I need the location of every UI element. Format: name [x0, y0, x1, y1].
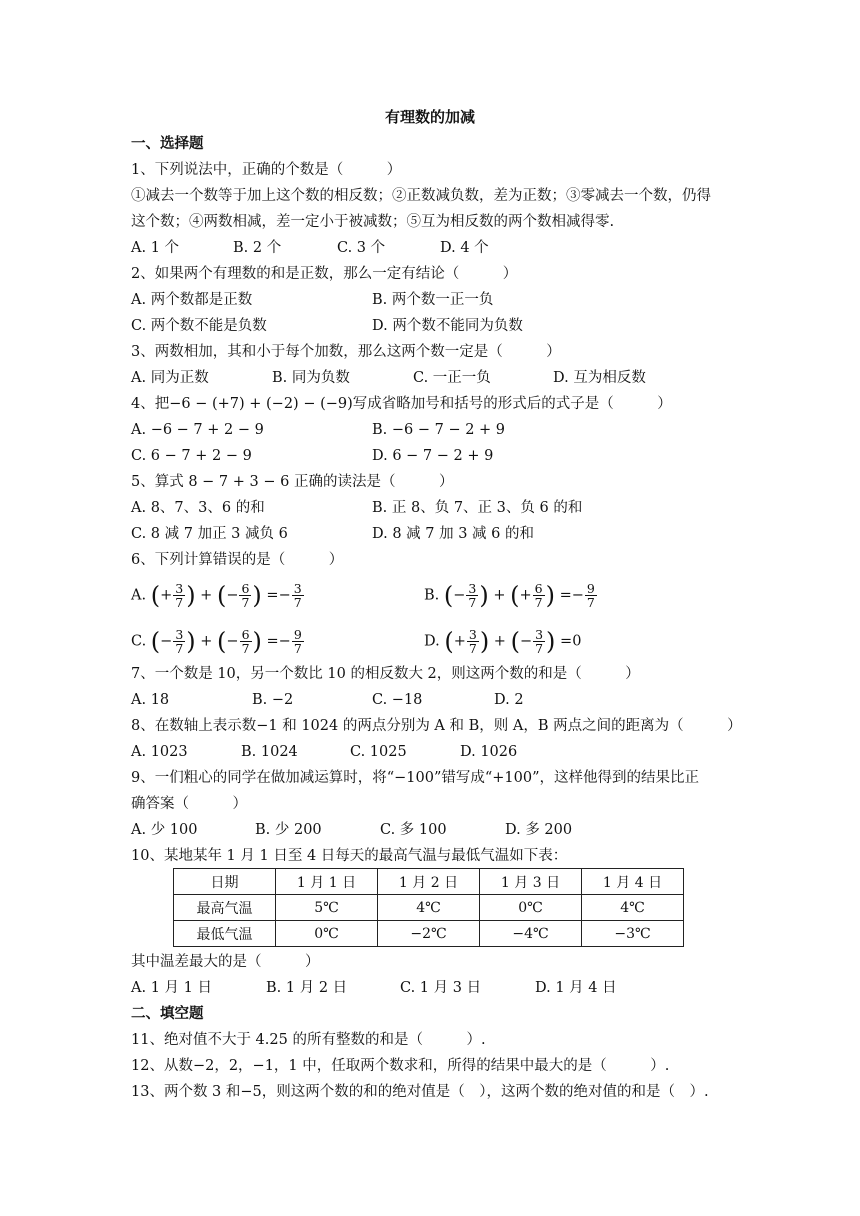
- question-1-option-c: C. 3 个: [337, 240, 386, 256]
- table-row: [174, 921, 684, 947]
- table-cell: −3℃: [582, 921, 684, 947]
- question-1-body-line2: 这个数；④两数相减，差一定小于被减数；⑤互为相反数的两个数相减得零.: [131, 214, 615, 230]
- question-1-option-a: A. 1 个: [131, 240, 180, 256]
- option-label: C.: [131, 633, 147, 650]
- question-10-option-b: B. 1 月 2 日: [266, 980, 348, 996]
- question-3-stem: 3、两数相加，其和小于每个加数，那么这两个数一定是（ ）: [131, 344, 561, 360]
- fraction: $\frac{3}{7}$: [468, 581, 477, 610]
- option-label: D.: [424, 633, 440, 650]
- table-cell: −4℃: [480, 921, 582, 947]
- question-3-option-a: A. 同为正数: [131, 370, 209, 386]
- question-10-after: 其中温差最大的是（ ）: [131, 954, 320, 970]
- question-4-option-d: D. 6 − 7 − 2 + 9: [372, 448, 494, 464]
- question-7-option-a: A. 18: [131, 692, 170, 708]
- question-10-stem: 10、某地某年 1 月 1 日至 4 日每天的最高气温与最低气温如下表：: [131, 848, 568, 864]
- temperature-table: [173, 868, 684, 947]
- fraction: $\frac{3}{7}$: [293, 581, 302, 610]
- table-cell: −2℃: [378, 921, 480, 947]
- question-3-option-c: C. 一正一负: [413, 370, 491, 386]
- question-8-stem: 8、在数轴上表示数−1 和 1024 的两点分别为 A 和 B，则 A，B 两点之间的距离为（ ）: [131, 718, 742, 734]
- table-row: [174, 869, 684, 895]
- question-2-option-c: C. 两个数不能是负数: [131, 318, 267, 334]
- question-6-option-a: A. (+ $\frac{3}{7}$ ) + (− $\frac{6}{7}$ ) =− $\frac{3}{7}$: [131, 581, 302, 610]
- table-cell: 4℃: [378, 895, 480, 921]
- fraction: $\frac{3}{7}$: [468, 627, 477, 656]
- fraction: $\frac{3}{7}$: [175, 627, 184, 656]
- page-title: 有理数的加减: [384, 108, 475, 126]
- question-2-stem: 2、如果两个有理数的和是正数，那么一定有结论（ ）: [131, 266, 518, 282]
- table-header-cell: 1 月 4 日: [582, 869, 684, 895]
- question-1-body-line1: ①减去一个数等于加上这个数的相反数；②正数减负数，差为正数；③零减去一个数，仍得: [131, 188, 711, 204]
- question-5-option-b: B. 正 8、负 7、正 3、负 6 的和: [372, 500, 583, 516]
- question-4-stem: 4、把−6 − (+7) + (−2) − (−9)写成省略加号和括号的形式后的式子是（ ）: [131, 396, 672, 412]
- table-cell: 4℃: [582, 895, 684, 921]
- question-10-option-a: A. 1 月 1 日: [131, 980, 212, 996]
- question-8-option-a: A. 1023: [131, 744, 188, 760]
- table-header-cell: 1 月 2 日: [378, 869, 480, 895]
- option-label: B.: [424, 587, 440, 604]
- table-row: [174, 895, 684, 921]
- question-11: 11、绝对值不大于 4.25 的所有整数的和是（ ）.: [131, 1032, 486, 1048]
- table-cell: 0℃: [276, 921, 378, 947]
- question-4-option-b: B. −6 − 7 − 2 + 9: [372, 422, 506, 438]
- table-header-cell: 日期: [174, 869, 276, 895]
- question-5-option-d: D. 8 减 7 加 3 减 6 的和: [372, 526, 534, 542]
- fraction: $\frac{6}{7}$: [241, 627, 250, 656]
- question-3-option-d: D. 互为相反数: [553, 370, 646, 386]
- question-7-option-b: B. −2: [252, 692, 294, 708]
- table-header-cell: 1 月 3 日: [480, 869, 582, 895]
- question-4-option-c: C. 6 − 7 + 2 − 9: [131, 448, 252, 464]
- section-heading-fill: 二、填空题: [131, 1005, 204, 1022]
- question-9-stem-line1: 9、一们粗心的同学在做加减运算时，将“−100”错写成“+100”，这样他得到的结果比正: [131, 770, 700, 786]
- question-8-option-d: D. 1026: [460, 744, 518, 760]
- fraction: $\frac{6}{7}$: [241, 581, 250, 610]
- question-1-option-b: B. 2 个: [233, 240, 282, 256]
- question-5-stem: 5、算式 8 − 7 + 3 − 6 正确的读法是（ ）: [131, 474, 454, 490]
- table-cell: 最低气温: [174, 921, 276, 947]
- question-2-option-a: A. 两个数都是正数: [131, 292, 253, 308]
- question-9-option-c: C. 多 100: [380, 822, 447, 838]
- question-7-option-d: D. 2: [494, 692, 524, 708]
- section-heading-choice: 一、选择题: [131, 135, 204, 152]
- question-13: 13、两个数 3 和−5，则这两个数的和的绝对值是（ ），这两个数的绝对值的和是（ ）.: [131, 1084, 709, 1100]
- question-6-option-b: B. (− $\frac{3}{7}$ ) + (+ $\frac{6}{7}$ ) =− $\frac{9}{7}$: [424, 581, 595, 610]
- question-4-option-a: A. −6 − 7 + 2 − 9: [131, 422, 264, 438]
- question-12: 12、从数−2，2，−1，1 中，任取两个数求和，所得的结果中最大的是（ ）.: [131, 1058, 670, 1074]
- fraction: $\frac{6}{7}$: [534, 581, 543, 610]
- question-10-option-d: D. 1 月 4 日: [535, 980, 617, 996]
- question-6-option-c: C. (− $\frac{3}{7}$ ) + (− $\frac{6}{7}$ ) =− $\frac{9}{7}$: [131, 627, 302, 656]
- fraction: $\frac{3}{7}$: [175, 581, 184, 610]
- table-cell: 5℃: [276, 895, 378, 921]
- question-1-option-d: D. 4 个: [440, 240, 489, 256]
- question-1-stem: 1、下列说法中，正确的个数是（ ）: [131, 162, 402, 178]
- fraction: $\frac{3}{7}$: [535, 627, 544, 656]
- question-9-stem-line2: 确答案（ ）: [131, 796, 247, 812]
- fraction: $\frac{9}{7}$: [586, 581, 595, 610]
- question-9-option-b: B. 少 200: [255, 822, 322, 838]
- question-9-option-a: A. 少 100: [131, 822, 198, 838]
- table-header-cell: 1 月 1 日: [276, 869, 378, 895]
- question-7-stem: 7、一个数是 10，另一个数比 10 的相反数大 2，则这两个数的和是（ ）: [131, 666, 640, 682]
- fraction: $\frac{9}{7}$: [293, 627, 302, 656]
- question-10-option-c: C. 1 月 3 日: [400, 980, 482, 996]
- question-7-option-c: C. −18: [372, 692, 423, 708]
- table-cell: 0℃: [480, 895, 582, 921]
- table-cell: 最高气温: [174, 895, 276, 921]
- question-8-option-c: C. 1025: [350, 744, 407, 760]
- question-6-option-d: D. (+ $\frac{3}{7}$ ) + (− $\frac{3}{7}$ ) =0: [424, 627, 582, 656]
- option-label: A.: [131, 587, 147, 604]
- question-5-option-c: C. 8 减 7 加正 3 减负 6: [131, 526, 288, 542]
- question-6-stem: 6、下列计算错误的是（ ）: [131, 552, 344, 568]
- question-3-option-b: B. 同为负数: [272, 370, 350, 386]
- question-8-option-b: B. 1024: [241, 744, 298, 760]
- question-2-option-d: D. 两个数不能同为负数: [372, 318, 523, 334]
- question-2-option-b: B. 两个数一正一负: [372, 292, 494, 308]
- question-9-option-d: D. 多 200: [505, 822, 573, 838]
- question-5-option-a: A. 8、7、3、6 的和: [131, 500, 265, 516]
